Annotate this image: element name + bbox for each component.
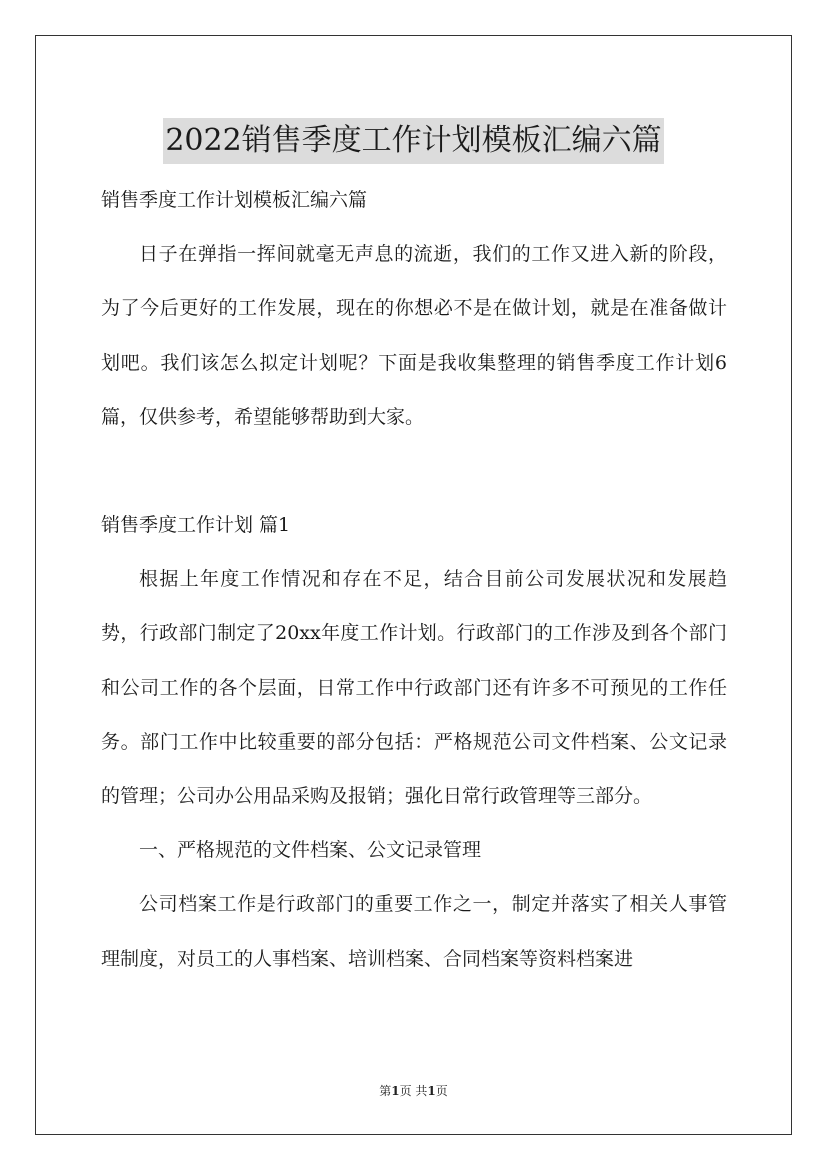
body-paragraph-2: 公司档案工作是行政部门的重要工作之一，制定并落实了相关人事管理制度，对员工的人事档案、培训档案、合同档案等资料档案进 xyxy=(101,893,727,970)
intro-paragraph: 日子在弹指一挥间就毫无声息的流逝，我们的工作又进入新的阶段，为了今后更好的工作发展，现在的你想必不是在做计划，就是在准备做计划吧。我们该怎么拟定计划呢？下面是我收集整理的销售季度工作计划6篇，仅供参考，希望能够帮助到大家。 xyxy=(101,243,727,428)
footer-total-number: 1 xyxy=(427,1084,436,1098)
footer-total-prefix: 共 xyxy=(415,1084,428,1098)
subheading-1: 一、严格规范的文件档案、公文记录管理 xyxy=(139,839,482,862)
title-area xyxy=(0,98,827,184)
footer-total-label: 页 xyxy=(435,1084,448,1098)
section-heading: 销售季度工作计划 篇1 xyxy=(101,514,291,537)
document-subtitle: 销售季度工作计划模板汇编六篇 xyxy=(101,189,368,211)
document-body xyxy=(101,173,727,986)
footer-page-label: 页 xyxy=(399,1084,412,1098)
footer-page-number: 1 xyxy=(391,1084,400,1098)
paragraph-gap xyxy=(101,444,727,498)
footer-page-prefix: 第 xyxy=(379,1084,392,1098)
document-title: 2022销售季度工作计划模板汇编六篇 xyxy=(163,118,663,164)
page-footer xyxy=(0,1083,827,1099)
body-paragraph-1: 根据上年度工作情况和存在不足，结合目前公司发展状况和发展趋势，行政部门制定了20xx年度工作计划。行政部门的工作涉及到各个部门和公司工作的各个层面，日常工作中行政部门还有许多不可预见的工作任务。部门工作中比较重要的部分包括：严格规范公司文件档案、公文记录的管理；公司办公用品采购及报销；强化日常行政管理等三部分。 xyxy=(101,568,727,808)
